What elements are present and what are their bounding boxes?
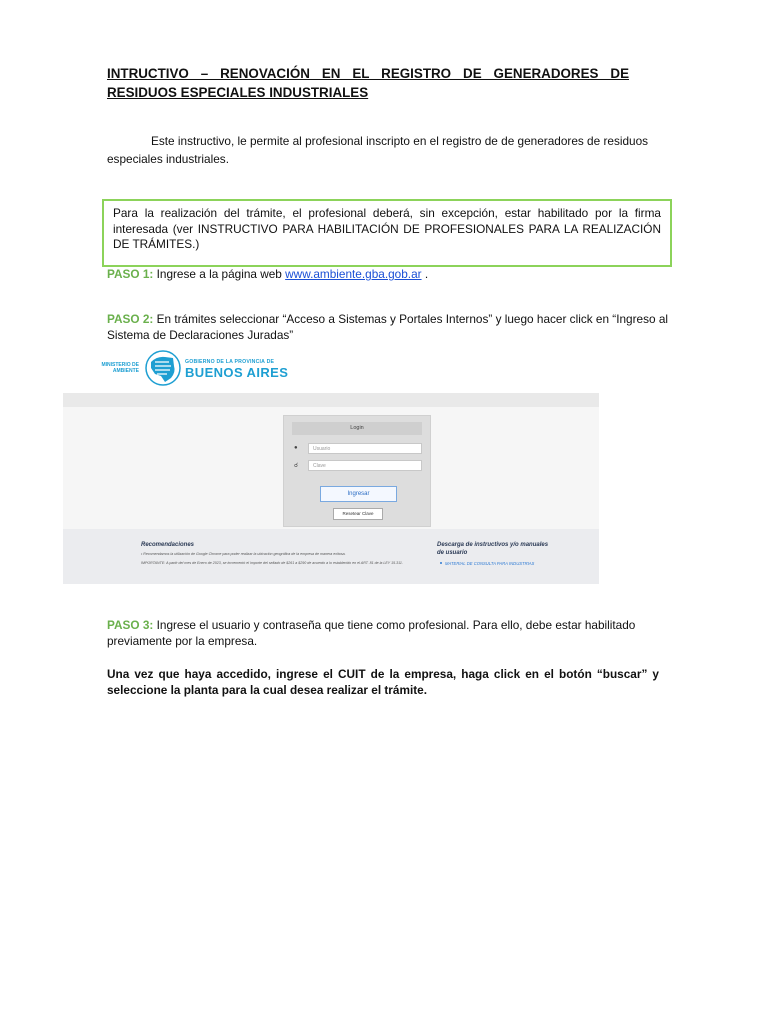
recommendations-title: Recomendaciones — [141, 542, 195, 548]
recommendation-line-1: • Recomendamos la utilización de Google Chrome para poder realizar la ubicación geográfica de la empresa de manera exitosa. — [141, 552, 346, 556]
step-1-suffix: . — [421, 267, 429, 281]
username-input[interactable]: Usuario — [308, 443, 422, 454]
downloads-link[interactable]: MATERIAL DE CONSULTA PARA INDUSTRIAS — [445, 561, 535, 566]
final-instruction: Una vez que haya accedido, ingrese el CUIT de la empresa, haga click en el botón “buscar” y seleccione la planta para la cual desea realizar el trámite. — [107, 667, 659, 697]
step-1-text: Ingrese a la página web — [153, 267, 286, 281]
recommendation-line-2: IMPORTANTE: A partir del mes de Enero de 2023, se incrementó el importe del sellado de $261 a $290 de acuerdo a lo establecido en el ART. 81 de la LEY 15.311. — [141, 561, 403, 565]
ministry-label: MINISTERIO DE AMBIENTE — [101, 362, 139, 374]
gov-small-label: GOBIERNO DE LA PROVINCIA DE — [185, 359, 275, 365]
username-row — [294, 443, 424, 455]
password-row — [294, 460, 424, 472]
note-text: Para la realización del trámite, el profesional deberá, sin excepción, estar habilitado por la firma interesada (ver INSTRUCTIVO PARA HABILITACIÓN DE PROFESIONALES PARA LA REALIZACIÓN DE TRÁMITES.) — [113, 206, 661, 251]
downloads-title: Descarga de instructivos y/o manuales de usuario — [437, 542, 549, 556]
step-2-label: PASO 2: — [107, 312, 154, 326]
step-3-text: Ingrese el usuario y contraseña que tiene como profesional. Para ello, debe estar habilitado previamente por la empresa. — [107, 618, 636, 648]
step-3-label: PASO 3: — [107, 618, 154, 632]
step-1 — [107, 267, 667, 283]
login-title: Login — [292, 422, 422, 435]
screenshot-header — [63, 342, 599, 390]
intro-text: Este instructivo, le permite al profesional inscripto en el registro de de generadores de residuos especiales industriales. — [107, 134, 649, 166]
website-link[interactable]: www.ambiente.gba.gob.ar — [285, 267, 422, 281]
screenshot-nav-bar — [63, 393, 599, 407]
login-button[interactable]: Ingresar — [320, 486, 397, 502]
screenshot-main — [63, 407, 599, 529]
intro-paragraph — [107, 133, 667, 168]
note-box — [102, 199, 672, 267]
user-icon: ● — [294, 445, 298, 451]
province-logo-icon — [143, 348, 183, 388]
login-card — [283, 415, 431, 527]
step-1-label: PASO 1: — [107, 267, 154, 281]
reset-password-button[interactable]: Resetear Clave — [333, 508, 383, 520]
login-screenshot — [63, 342, 599, 584]
document-title: INTRUCTIVO – RENOVACIÓN EN EL REGISTRO DE GENERADORES DE RESIDUOS ESPECIALES INDUSTRIALES — [107, 66, 629, 100]
gov-big-label: BUENOS AIRES — [185, 365, 289, 380]
step-2-text: En trámites seleccionar “Acceso a Sistemas y Portales Internos” y luego hacer click en “Ingreso al Sistema de Declaraciones Juradas” — [107, 312, 669, 342]
downloads-bullet — [440, 562, 442, 564]
screenshot-footer — [63, 529, 599, 584]
key-icon: ☌ — [294, 463, 299, 469]
step-3 — [107, 618, 647, 649]
password-input[interactable]: Clave — [308, 460, 422, 471]
step-2 — [107, 312, 687, 343]
